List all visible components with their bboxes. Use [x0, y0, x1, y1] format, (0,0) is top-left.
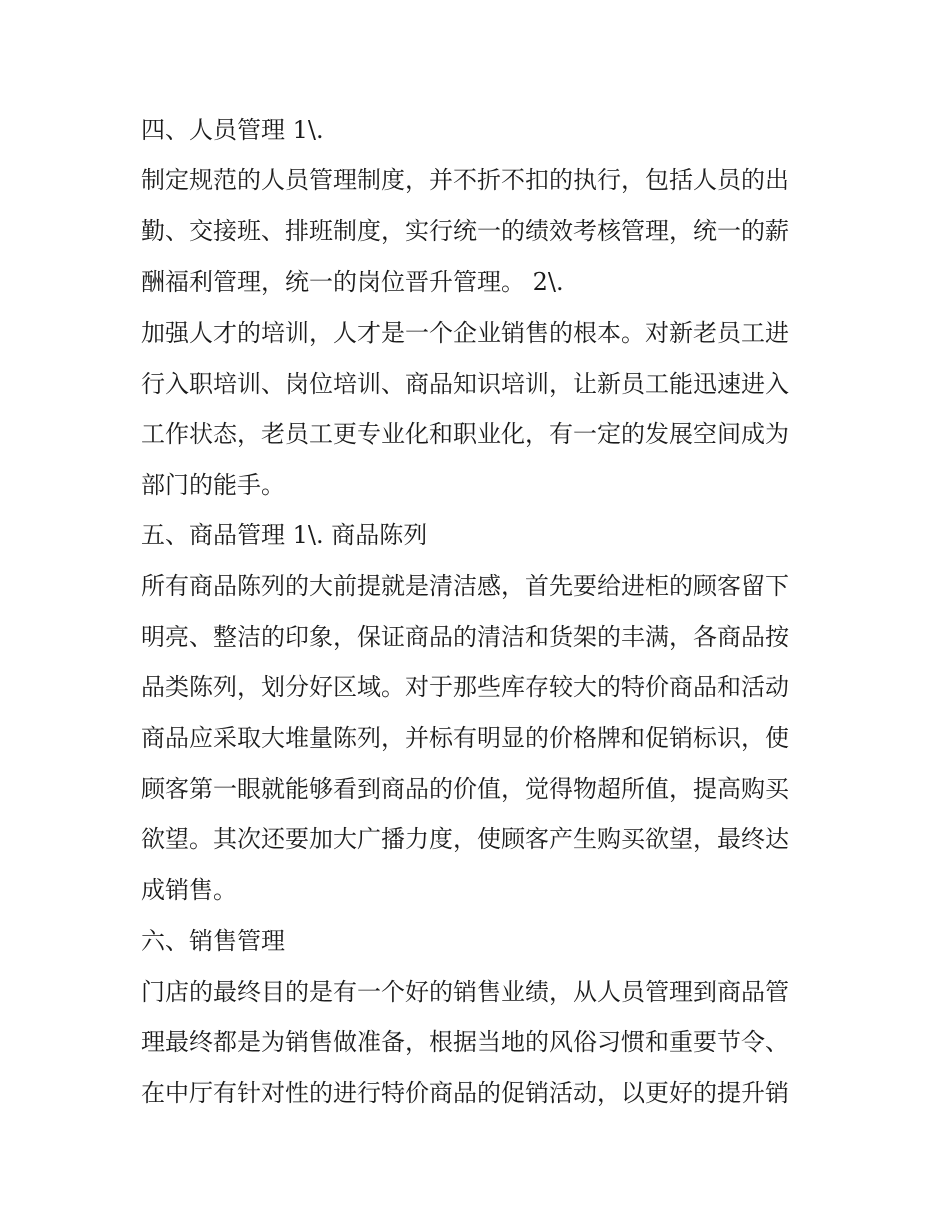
paragraph-line: 加强人才的培训，人才是一个企业销售的根本。对新老员工进	[141, 319, 789, 347]
paragraph-line: 工作状态，老员工更专业化和职业化，有一定的发展空间成为	[141, 420, 789, 448]
paragraph-line: 部门的能手。	[141, 471, 285, 499]
paragraph-line: 所有商品陈列的大前提就是清洁感，首先要给进柜的顾客留下	[141, 572, 789, 600]
paragraph-line: 成销售。	[141, 876, 237, 904]
paragraph-line: 制定规范的人员管理制度，并不折不扣的执行，包括人员的出	[141, 166, 789, 194]
paragraph-line: 行入职培训、岗位培训、商品知识培训，让新员工能迅速进入	[141, 370, 789, 398]
paragraph-line: 顾客第一眼就能够看到商品的价值，觉得物超所值，提高购买	[141, 775, 789, 803]
paragraph-line: 酬福利管理，统一的岗位晋升管理。 2\.	[141, 268, 564, 296]
section-heading-personnel: 四、人员管理 1\.	[141, 116, 324, 144]
paragraph-line: 品类陈列，划分好区域。对于那些库存较大的特价商品和活动	[141, 673, 789, 701]
section-heading-sales: 六、销售管理	[141, 927, 285, 955]
paragraph-line: 理最终都是为销售做准备，根据当地的风俗习惯和重要节令、	[141, 1028, 789, 1056]
paragraph-line: 商品应采取大堆量陈列，并标有明显的价格牌和促销标识，使	[141, 724, 789, 752]
paragraph-line: 勤、交接班、排班制度，实行统一的绩效考核管理，统一的薪	[141, 217, 789, 245]
paragraph-line: 在中厅有针对性的进行特价商品的促销活动，以更好的提升销	[141, 1079, 789, 1107]
section-heading-merchandise: 五、商品管理 1\. 商品陈列	[141, 521, 428, 549]
paragraph-line: 明亮、整洁的印象，保证商品的清洁和货架的丰满，各商品按	[141, 623, 789, 651]
paragraph-line: 欲望。其次还要加大广播力度，使顾客产生购买欲望，最终达	[141, 825, 789, 853]
paragraph-line: 门店的最终目的是有一个好的销售业绩，从人员管理到商品管	[141, 978, 789, 1006]
